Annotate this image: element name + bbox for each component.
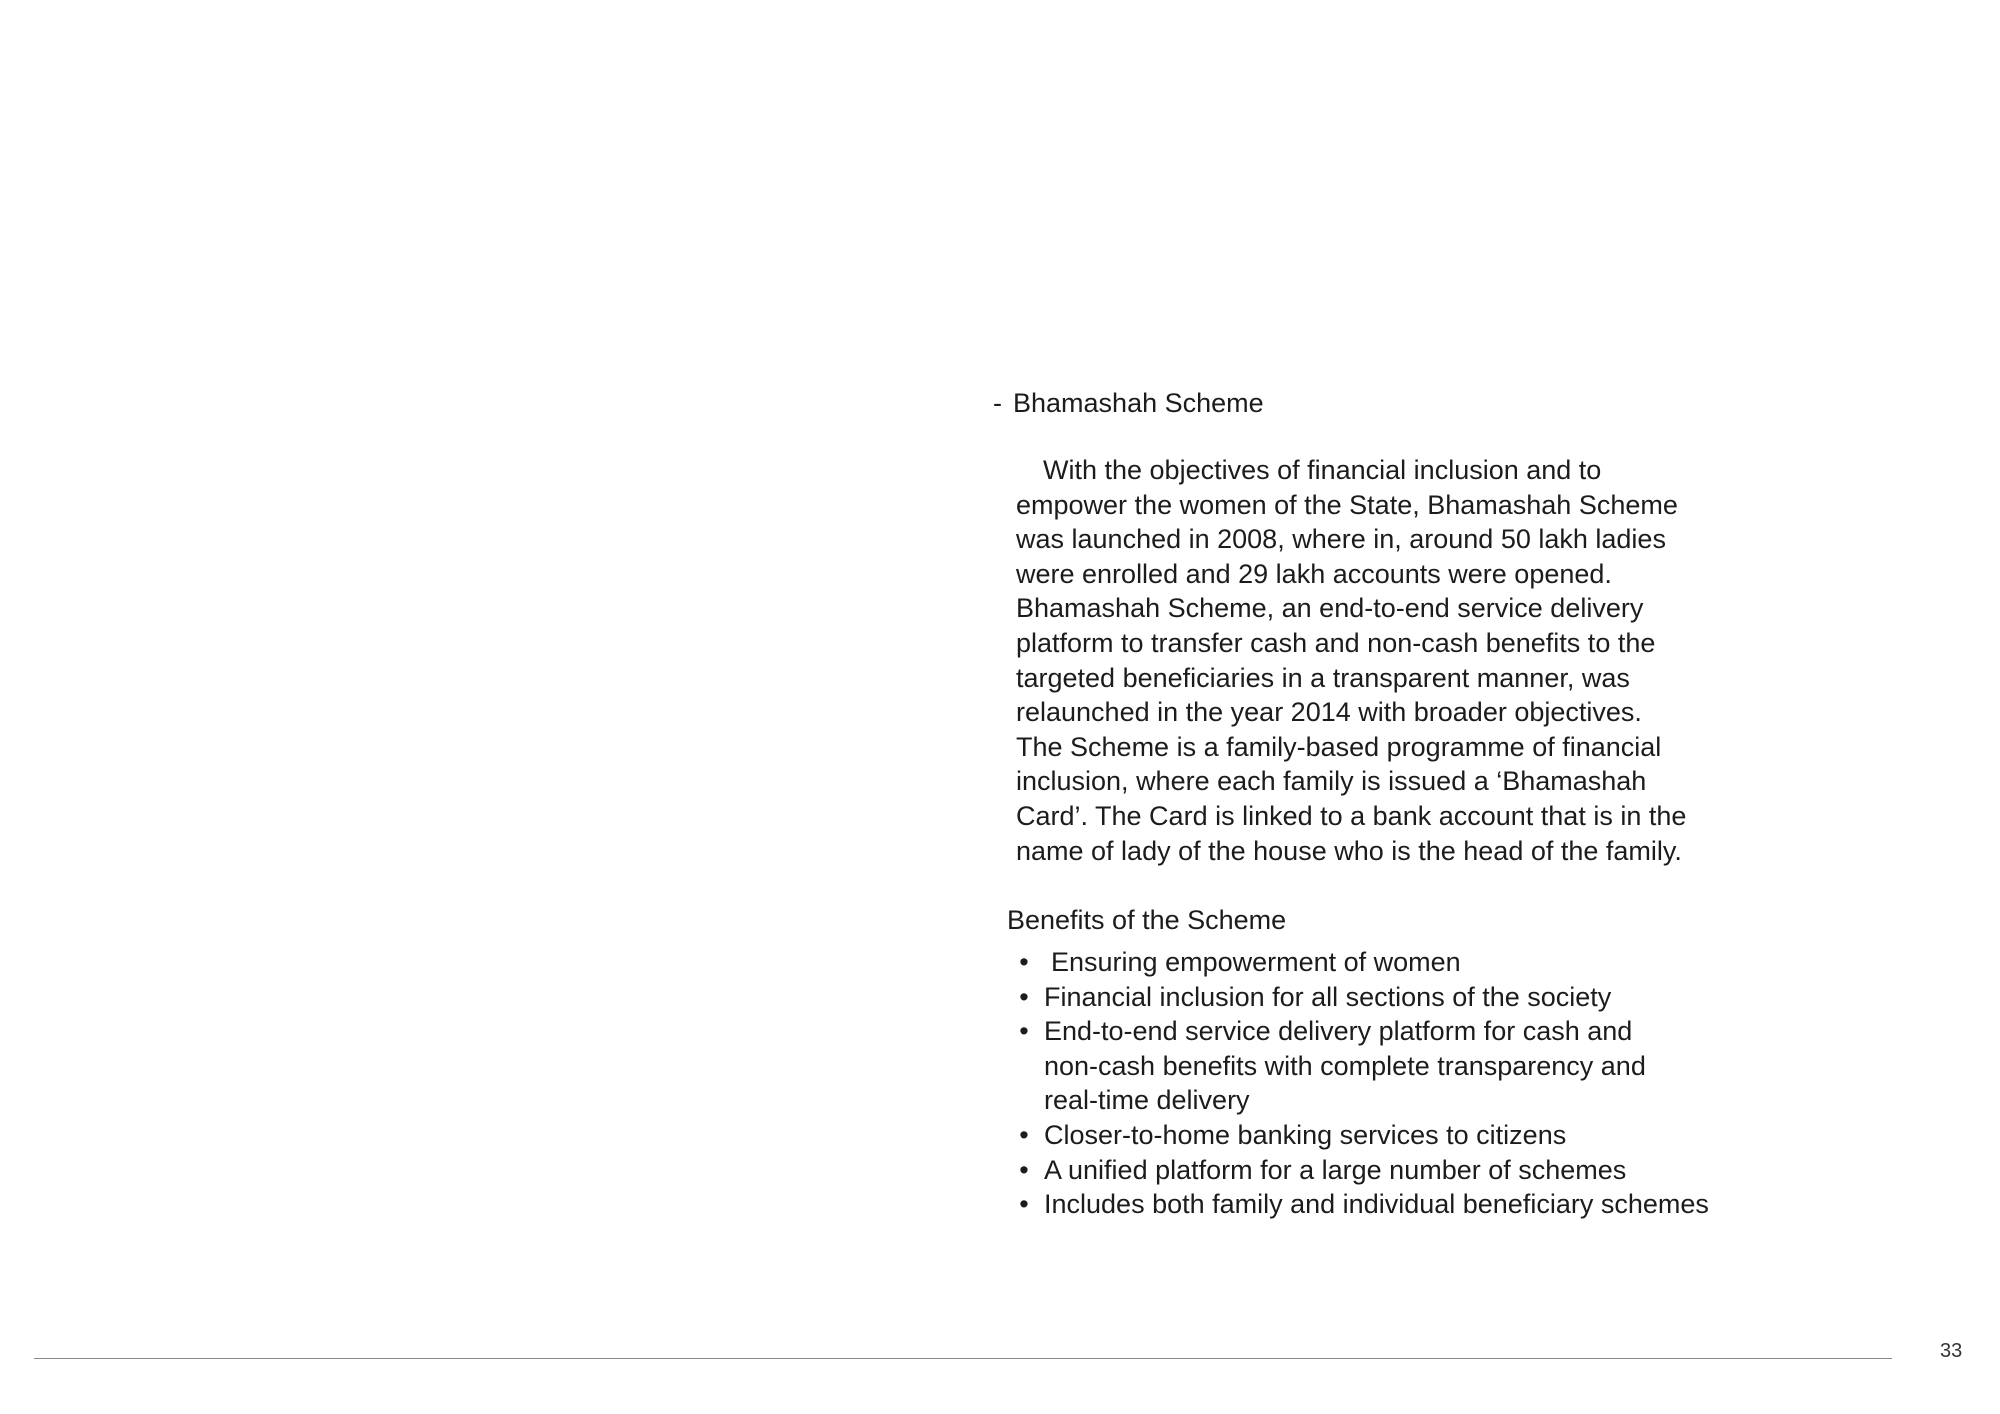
description-line: targeted beneficiaries in a transparent manner, was (1016, 662, 1630, 693)
description-line: Bhamashah Scheme, an end-to-end service delivery (1016, 593, 1644, 624)
bullet-icon: • (1019, 981, 1029, 1012)
benefit-item (1016, 1153, 1709, 1188)
description-line: Card’. The Card is linked to a bank account that is in the (1016, 800, 1687, 831)
benefits-list (1016, 945, 1709, 1222)
description-line: relaunched in the year 2014 with broader objectives. (1016, 697, 1642, 728)
benefit-text: Financial inclusion for all sections of the society (1044, 981, 1612, 1012)
benefit-text-continued: non-cash benefits with complete transparency and (1044, 1050, 1646, 1081)
page-number: 33 (1940, 1340, 1963, 1362)
footer-divider (34, 1358, 1892, 1359)
section-heading (993, 385, 1264, 421)
bullet-icon: • (1019, 1189, 1029, 1220)
benefit-item (1016, 980, 1709, 1015)
description-line: With the objectives of financial inclusion and to (1043, 455, 1602, 485)
benefit-text: Includes both family and individual beneficiary schemes (1044, 1189, 1709, 1220)
description-line: platform to transfer cash and non-cash benefits to the (1016, 627, 1656, 658)
description-line: was launched in 2008, where in, around 50 lakh ladies (1016, 524, 1666, 555)
description-line: were enrolled and 29 lakh accounts were opened. (1016, 558, 1612, 589)
benefit-text: Ensuring empowerment of women (1051, 947, 1461, 977)
benefit-item (1016, 1014, 1709, 1118)
bullet-icon: • (1019, 947, 1029, 977)
benefit-text: End-to-end service delivery platform for cash and (1044, 1016, 1633, 1047)
heading-dash: - (993, 388, 1002, 418)
bullet-icon: • (1019, 1119, 1029, 1150)
benefit-text-continued: real-time delivery (1044, 1085, 1250, 1116)
benefits-heading: Benefits of the Scheme (1007, 905, 1287, 935)
benefit-text: A unified platform for a large number of schemes (1044, 1154, 1627, 1185)
section-title: Bhamashah Scheme (1013, 388, 1264, 418)
benefit-item (1016, 945, 1709, 980)
scheme-description (1016, 453, 1716, 868)
benefit-item (1016, 1118, 1709, 1153)
bullet-icon: • (1019, 1016, 1029, 1047)
benefit-item (1016, 1187, 1709, 1222)
bullet-icon: • (1019, 1154, 1029, 1185)
description-line: The Scheme is a family-based programme of financial (1016, 731, 1662, 762)
description-line: inclusion, where each family is issued a ‘Bhamashah (1016, 766, 1647, 797)
description-line: empower the women of the State, Bhamashah Scheme (1016, 489, 1678, 520)
benefit-text: Closer-to-home banking services to citizens (1044, 1119, 1567, 1150)
description-line: name of lady of the house who is the head of the family. (1016, 835, 1682, 866)
